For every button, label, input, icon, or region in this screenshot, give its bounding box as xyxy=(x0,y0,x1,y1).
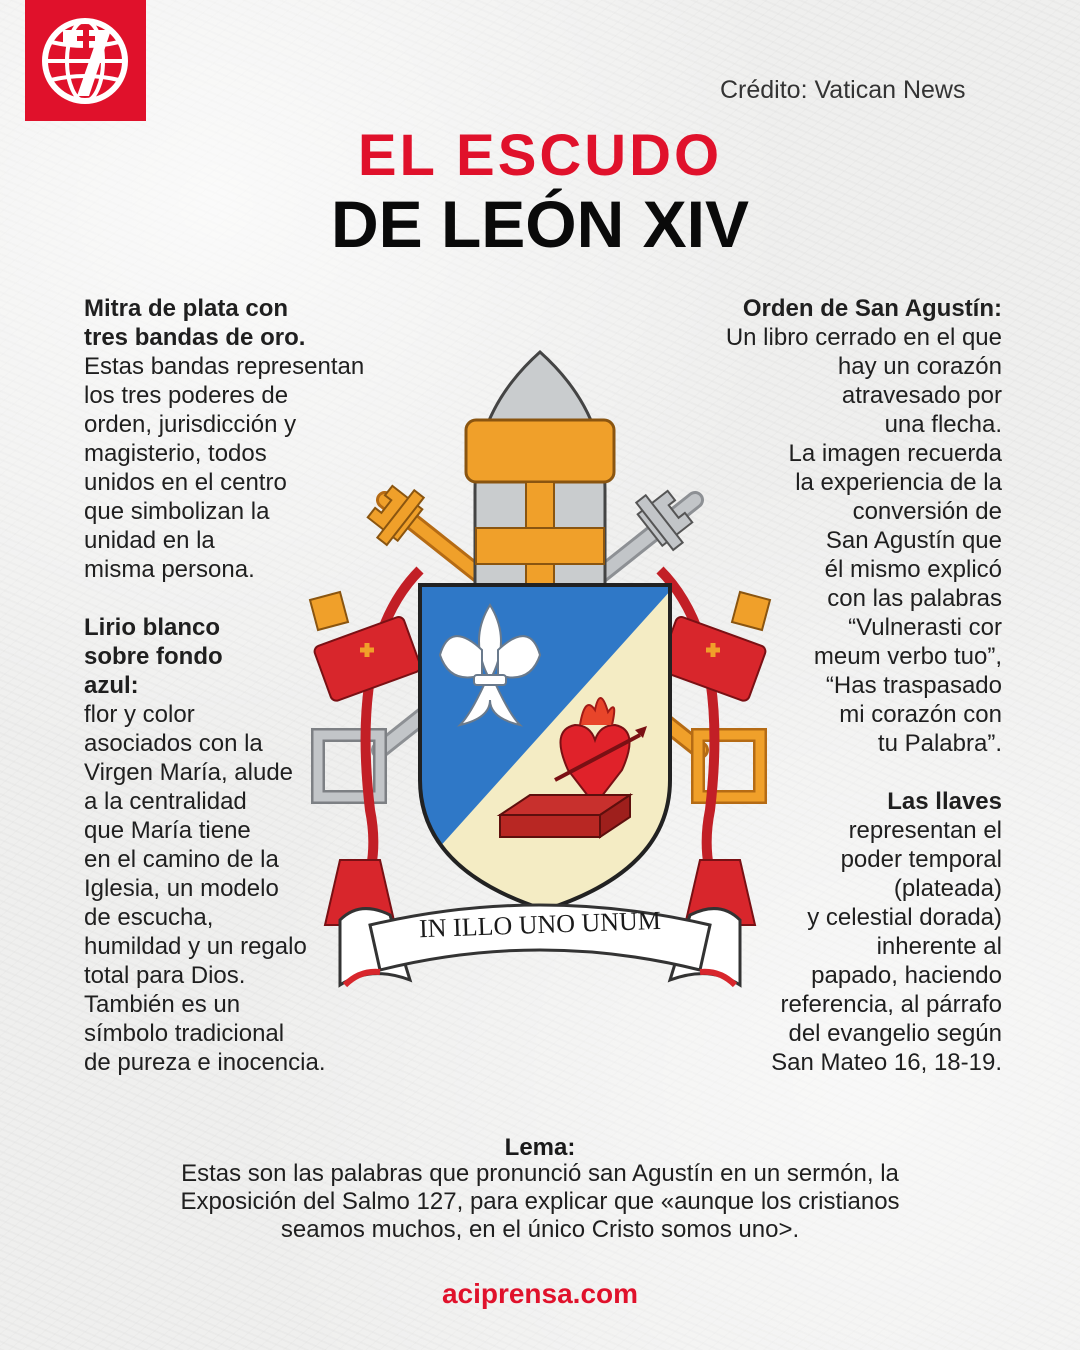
lirio-line: flor y color xyxy=(84,701,195,728)
lirio-heading-2: sobre fondo xyxy=(84,643,223,670)
lema-text xyxy=(140,1160,940,1244)
photo-credit: Crédito: Vatican News xyxy=(720,76,966,104)
lirio-heading-1: Lirio blanco xyxy=(84,614,221,641)
mitra-heading-2: tres bandas de oro. xyxy=(84,324,306,351)
orden-line: La imagen recuerda xyxy=(788,440,1002,467)
page-title-line1: EL ESCUDO xyxy=(357,123,723,188)
lema-line: Exposición del Salmo 127, para explicar que «aunque los cristianos xyxy=(180,1188,900,1215)
llaves-line: inherente al xyxy=(876,933,1002,960)
llaves-line: referencia, al párrafo xyxy=(780,991,1002,1018)
orden-line: una flecha. xyxy=(884,411,1002,438)
globe-cross-icon xyxy=(25,0,146,121)
lirio-heading-3: azul: xyxy=(84,672,139,699)
llaves-line: del evangelio según xyxy=(788,1020,1002,1047)
aci-logo[interactable] xyxy=(25,0,146,121)
lirio-line: Iglesia, un modelo xyxy=(84,875,279,902)
lirio-line: de escucha, xyxy=(84,904,214,931)
llaves-heading: Las llaves xyxy=(887,788,1002,815)
lirio-line: Virgen María, alude xyxy=(84,759,294,786)
lirio-line: humildad y un regalo xyxy=(84,933,307,960)
llaves-line: papado, haciendo xyxy=(811,962,1002,989)
orden-line: él mismo explicó xyxy=(824,556,1002,583)
coat-of-arms-icon xyxy=(300,340,780,990)
lirio-line: a la centralidad xyxy=(84,788,247,815)
book-icon xyxy=(500,795,630,837)
orden-line: hay un corazón xyxy=(837,353,1002,380)
mitra-line: unidos en el centro xyxy=(84,469,287,496)
orden-line: “Vulnerasti cor xyxy=(848,614,1002,641)
lirio-line: También es un xyxy=(84,991,241,1018)
lema-title: Lema: xyxy=(504,1134,576,1161)
motto-text: IN ILLO UNO UNUM xyxy=(418,905,662,944)
orden-line: conversión de xyxy=(852,498,1002,525)
mitra-line: orden, jurisdicción y xyxy=(84,411,297,438)
orden-line: Un libro cerrado en el que xyxy=(725,324,1002,351)
orden-heading: Orden de San Agustín: xyxy=(742,295,1002,322)
llaves-line: y celestial dorada) xyxy=(807,904,1002,931)
left-cord-band xyxy=(310,592,422,702)
orden-line: “Has traspasado xyxy=(825,672,1002,699)
mitra-heading-1: Mitra de plata con xyxy=(84,295,289,322)
lema-line: Estas son las palabras que pronunció san Agustín en un sermón, la xyxy=(181,1160,899,1187)
mitra-line: unidad en la xyxy=(84,527,215,554)
mitra-line: que simbolizan la xyxy=(84,498,270,525)
mitra-line: magisterio, todos xyxy=(84,440,267,467)
lirio-line: símbolo tradicional xyxy=(84,1020,285,1047)
orden-line: tu Palabra”. xyxy=(877,730,1002,757)
mitra-line: Estas bandas representan xyxy=(84,353,365,380)
footer-website-link[interactable]: aciprensa.com xyxy=(441,1278,639,1309)
shield-icon xyxy=(410,580,680,920)
lema-line: seamos muchos, en el único Cristo somos uno>. xyxy=(280,1216,800,1243)
orden-line: mi corazón con xyxy=(839,701,1002,728)
lirio-line: en el camino de la xyxy=(84,846,279,873)
right-cord-band xyxy=(658,592,770,702)
mitra-line: los tres poderes de xyxy=(84,382,289,409)
lirio-line: asociados con la xyxy=(84,730,263,757)
orden-line: atravesado por xyxy=(841,382,1002,409)
orden-line: la experiencia de la xyxy=(795,469,1002,496)
lirio-line: de pureza e inocencia. xyxy=(84,1049,326,1076)
page-title-line2: DE LEÓN XIV xyxy=(330,187,750,261)
orden-line: meum verbo tuo”, xyxy=(813,643,1002,670)
mitra-line: misma persona. xyxy=(84,556,255,583)
orden-line: San Agustín que xyxy=(825,527,1002,554)
llaves-line: San Mateo 16, 18-19. xyxy=(771,1049,1002,1076)
lirio-line: que María tiene xyxy=(84,817,251,844)
lirio-line: total para Dios. xyxy=(84,962,246,989)
llaves-line: representan el xyxy=(848,817,1002,844)
coat-of-arms xyxy=(300,340,780,990)
llaves-line: (plateada) xyxy=(893,875,1002,902)
orden-line: con las palabras xyxy=(827,585,1002,612)
llaves-line: poder temporal xyxy=(840,846,1002,873)
